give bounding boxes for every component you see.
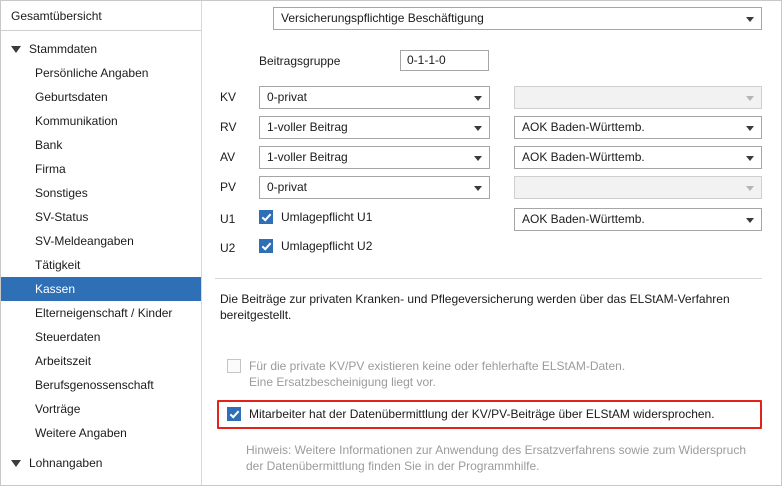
- u1-checkbox-row[interactable]: [259, 210, 372, 224]
- rv-type-value: 1-voller Beitrag: [267, 120, 348, 134]
- elstam-missing-line2: Eine Ersatzbescheinigung liegt vor.: [249, 375, 436, 389]
- elstam-objection-label: Mitarbeiter hat der Datenübermittlung der KV/PV-Beiträge über ELStAM widersprochen.: [249, 407, 715, 421]
- u1-checkbox-label: Umlagepflicht U1: [281, 210, 373, 224]
- kv-type-select[interactable]: [259, 86, 490, 109]
- sidebar-item-berufsgenossenschaft[interactable]: Berufsgenossenschaft: [35, 378, 154, 392]
- chevron-down-icon: [474, 96, 482, 101]
- sidebar-item-persoenliche-angaben[interactable]: Persönliche Angaben: [35, 66, 149, 80]
- sidebar: [1, 1, 202, 486]
- navigation-tree: [1, 31, 201, 475]
- av-fund-select[interactable]: [514, 146, 762, 169]
- kv-type-value: 0-privat: [267, 90, 308, 104]
- sidebar-item-elterneigenschaft-kinder[interactable]: Elterneigenschaft / Kinder: [35, 306, 173, 320]
- elstam-hint-text: Hinweis: Weitere Informationen zur Anwendung des Ersatzverfahrens sowie zum Widerspruch der Datenübermittlung finden Sie in der Programmhilfe.: [246, 443, 747, 473]
- sidebar-item-sv-status[interactable]: SV-Status: [35, 210, 89, 224]
- rv-label: RV: [220, 120, 237, 134]
- av-type-select[interactable]: [259, 146, 490, 169]
- sidebar-item-vortraege[interactable]: Vorträge: [35, 402, 81, 416]
- chevron-down-icon: [474, 186, 482, 191]
- sidebar-item-bank[interactable]: Bank: [35, 138, 63, 152]
- main-panel: [203, 1, 781, 485]
- chevron-down-icon: [746, 186, 754, 191]
- elstam-missing-line1: Für die private KV/PV existieren keine oder fehlerhafte ELStAM-Daten.: [249, 359, 626, 373]
- sidebar-item-weitere-angaben[interactable]: Weitere Angaben: [35, 426, 127, 440]
- u2-checkbox-label: Umlagepflicht U2: [281, 239, 373, 253]
- sidebar-item-kommunikation[interactable]: Kommunikation: [35, 114, 118, 128]
- sidebar-item-firma[interactable]: Firma: [35, 162, 66, 176]
- sidebar-item-kassen[interactable]: Kassen: [1, 277, 201, 301]
- divider: [215, 278, 762, 279]
- sidebar-group-stammdaten[interactable]: [1, 37, 201, 61]
- av-type-value: 1-voller Beitrag: [267, 150, 348, 164]
- employment-status-value: Versicherungspflichtige Beschäftigung: [281, 11, 484, 25]
- employment-status-select[interactable]: [273, 7, 762, 30]
- checkbox-icon[interactable]: [227, 359, 241, 373]
- rv-type-select[interactable]: [259, 116, 490, 139]
- checkbox-icon[interactable]: [259, 210, 273, 224]
- u2-checkbox-row[interactable]: [259, 239, 372, 253]
- sidebar-item-sv-meldeangaben[interactable]: SV-Meldeangaben: [35, 234, 134, 248]
- sidebar-item-taetigkeit[interactable]: Tätigkeit: [35, 258, 81, 272]
- sidebar-group-label: Stammdaten: [29, 42, 98, 56]
- chevron-down-icon: [746, 126, 754, 131]
- chevron-down-icon: [746, 156, 754, 161]
- pv-type-value: 0-privat: [267, 180, 308, 194]
- sidebar-item-sonstiges[interactable]: Sonstiges: [35, 186, 88, 200]
- checkbox-icon[interactable]: [259, 239, 273, 253]
- u1-fund-value: AOK Baden-Württemb.: [522, 212, 645, 226]
- chevron-down-icon: [11, 460, 21, 467]
- contribution-group-label: Beitragsgruppe: [259, 54, 341, 68]
- sidebar-group-lohnangaben[interactable]: [1, 451, 201, 475]
- pv-fund-select[interactable]: [514, 176, 762, 199]
- chevron-down-icon: [474, 156, 482, 161]
- elstam-info-text: Die Beiträge zur privaten Kranken- und Pflegeversicherung werden über das ELStAM-Verfahren bereitgestellt.: [220, 292, 730, 322]
- sidebar-header: Gesamtübersicht: [1, 1, 201, 31]
- sidebar-item-steuerdaten[interactable]: Steuerdaten: [35, 330, 101, 344]
- pv-type-select[interactable]: [259, 176, 490, 199]
- sidebar-item-geburtsdaten[interactable]: Geburtsdaten: [35, 90, 108, 104]
- u2-label: U2: [220, 241, 236, 255]
- kv-fund-select[interactable]: [514, 86, 762, 109]
- av-fund-value: AOK Baden-Württemb.: [522, 150, 645, 164]
- av-label: AV: [220, 150, 236, 164]
- chevron-down-icon: [746, 17, 754, 22]
- elstam-missing-option[interactable]: [227, 358, 747, 390]
- rv-fund-value: AOK Baden-Württemb.: [522, 120, 645, 134]
- sidebar-item-arbeitszeit[interactable]: Arbeitszeit: [35, 354, 92, 368]
- chevron-down-icon: [746, 218, 754, 223]
- chevron-down-icon: [474, 126, 482, 131]
- pv-label: PV: [220, 180, 237, 194]
- highlight-annotation: [217, 400, 762, 429]
- chevron-down-icon: [746, 96, 754, 101]
- sidebar-group-label: Lohnangaben: [29, 456, 103, 470]
- u1-label: U1: [220, 212, 236, 226]
- kv-label: KV: [220, 90, 237, 104]
- chevron-down-icon: [11, 46, 21, 53]
- rv-fund-select[interactable]: [514, 116, 762, 139]
- contribution-group-input[interactable]: 0-1-1-0: [400, 50, 489, 71]
- u1-fund-select[interactable]: [514, 208, 762, 231]
